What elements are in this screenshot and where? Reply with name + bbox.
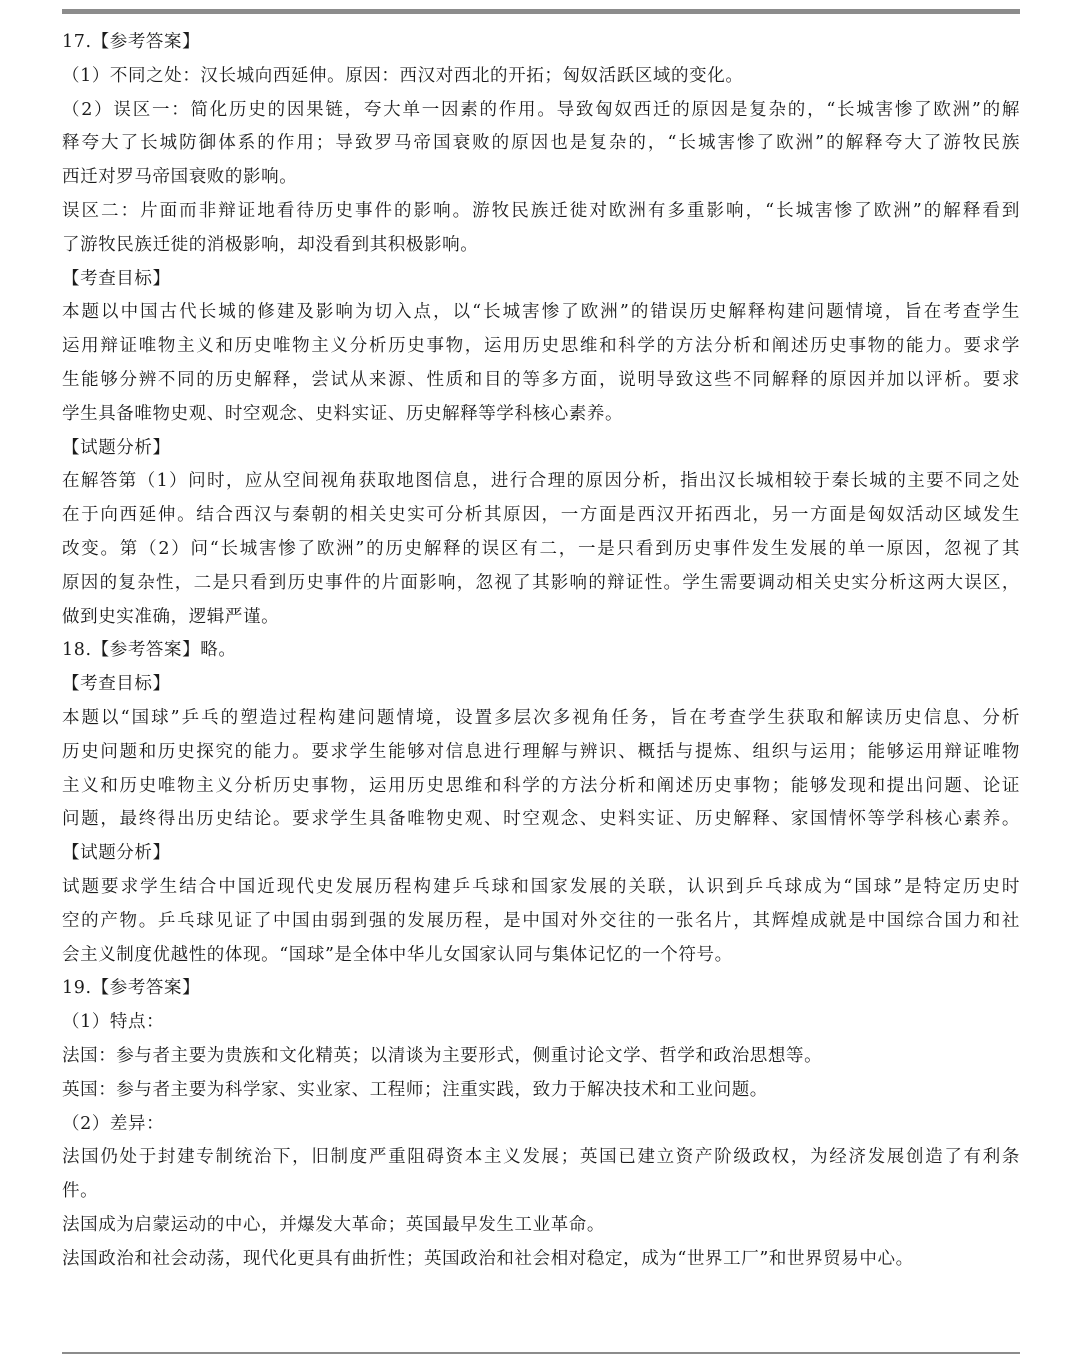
text-line: 误区二：片面而非辩证地看待历史事件的影响。游牧民族迁徙对欧洲有多重影响，“长城害惨了欧洲”的解释看到 — [62, 200, 1020, 221]
text-line: 在解答第（1）问时，应从空间视角获取地图信息，进行合理的原因分析，指出汉长城相较于秦长城的主要不同之处 — [62, 471, 1020, 492]
text-line: 件。 — [62, 1181, 99, 1202]
text-line: 改变。第（2）问“长城害惨了欧洲”的历史解释的误区有二，一是只看到历史事件发生发展的单一原因，忽视了其 — [62, 538, 1020, 559]
text-line: 主义和历史唯物主义分析历史事物，运用历史思维和科学的方法分析和阐述历史事物；能够发现和提出问题、论证 — [62, 775, 1020, 796]
text-line: 法国：参与者主要为贵族和文化精英；以清谈为主要形式，侧重讨论文学、哲学和政治思想等。 — [62, 1045, 823, 1066]
top-rule — [62, 9, 1020, 14]
text-line: 西迁对罗马帝国衰败的影响。 — [62, 167, 298, 188]
text-line: 做到史实准确，逻辑严谨。 — [62, 606, 280, 627]
text-line: 生能够分辨不同的历史解释，尝试从来源、性质和目的等多方面，说明导致这些不同解释的原因并加以评析。要求 — [62, 369, 1020, 390]
text-line: 运用辩证唯物主义和历史唯物主义分析历史事物，运用历史思维和科学的方法分析和阐述历史事物的能力。要求学 — [62, 336, 1020, 357]
text-line: 空的产物。乒乓球见证了中国由弱到强的发展历程，是中国对外交往的一张名片，其辉煌成就是中国综合国力和社 — [62, 910, 1020, 931]
text-line: 本题以“国球”乒乓的塑造过程构建问题情境，设置多层次多视角任务，旨在考查学生获取和解读历史信息、分析 — [62, 707, 1020, 728]
text-line: 本题以中国古代长城的修建及影响为切入点，以“长城害惨了欧洲”的错误历史解释构建问题情境，旨在考查学生 — [62, 302, 1020, 323]
text-line: 历史问题和历史探究的能力。要求学生能够对信息进行理解与辨识、概括与提炼、组织与运用；能够运用辩证唯物 — [62, 741, 1020, 762]
text-line: （1）特点： — [62, 1012, 165, 1033]
text-line: 在于向西延伸。结合西汉与秦朝的相关史实可分析其原因，一方面是西汉开拓西北，另一方面是匈奴活动区域发生 — [62, 505, 1020, 526]
text-line: 问题，最终得出历史结论。要求学生具备唯物史观、时空观念、史料实证、历史解释、家国情怀等学科核心素养。 — [62, 809, 1020, 830]
text-line: （2）误区一：简化历史的因果链，夸大单一因素的作用。导致匈奴西迁的原因是复杂的，“长城害惨了欧洲”的解 — [62, 99, 1020, 120]
text-line: 释夸大了长城防御体系的作用；导致罗马帝国衰败的原因也是复杂的，“长城害惨了欧洲”的解释夸大了游牧民族 — [62, 133, 1020, 154]
text-line: 法国仍处于封建专制统治下，旧制度严重阻碍资本主义发展；英国已建立资产阶级政权，为经济发展创造了有利条 — [62, 1147, 1020, 1168]
text-line: 法国成为启蒙运动的中心，并爆发大革命；英国最早发生工业革命。 — [62, 1214, 605, 1235]
text-line: 英国：参与者主要为科学家、实业家、工程师；注重实践，致力于解决技术和工业问题。 — [62, 1079, 768, 1100]
text-line: 【考查目标】 — [62, 268, 171, 289]
text-line: 19.【参考答案】 — [62, 978, 201, 999]
text-line: 学生具备唯物史观、时空观念、史料实证、历史解释等学科核心素养。 — [62, 403, 624, 424]
text-line: 法国政治和社会动荡，现代化更具有曲折性；英国政治和社会相对稳定，成为“世界工厂”和世界贸易中心。 — [62, 1248, 914, 1269]
text-line: 17.【参考答案】 — [62, 32, 201, 52]
text-line: 18.【参考答案】略。 — [62, 640, 237, 661]
text-line: 试题要求学生结合中国近现代史发展历程构建乒乓球和国家发展的关联，认识到乒乓球成为“国球”是特定历史时 — [62, 876, 1020, 897]
answer-document-body — [62, 26, 1020, 1276]
text-line: 会主义制度优越性的体现。“国球”是全体中华儿女国家认同与集体记忆的一个符号。 — [62, 944, 733, 965]
text-line: 原因的复杂性，二是只看到历史事件的片面影响，忽视了其影响的辩证性。学生需要调动相关史实分析这两大误区， — [62, 572, 1020, 593]
text-line: （2）差异： — [62, 1113, 165, 1134]
text-line: （1）不同之处：汉长城向西延伸。原因：西汉对西北的开拓；匈奴活跃区域的变化。 — [62, 65, 744, 86]
text-line: 【试题分析】 — [62, 437, 171, 458]
bottom-rule — [62, 1352, 1020, 1354]
text-line: 【考查目标】 — [62, 674, 171, 695]
text-line: 【试题分析】 — [62, 843, 171, 864]
text-line: 了游牧民族迁徙的消极影响，却没看到其积极影响。 — [62, 234, 479, 255]
